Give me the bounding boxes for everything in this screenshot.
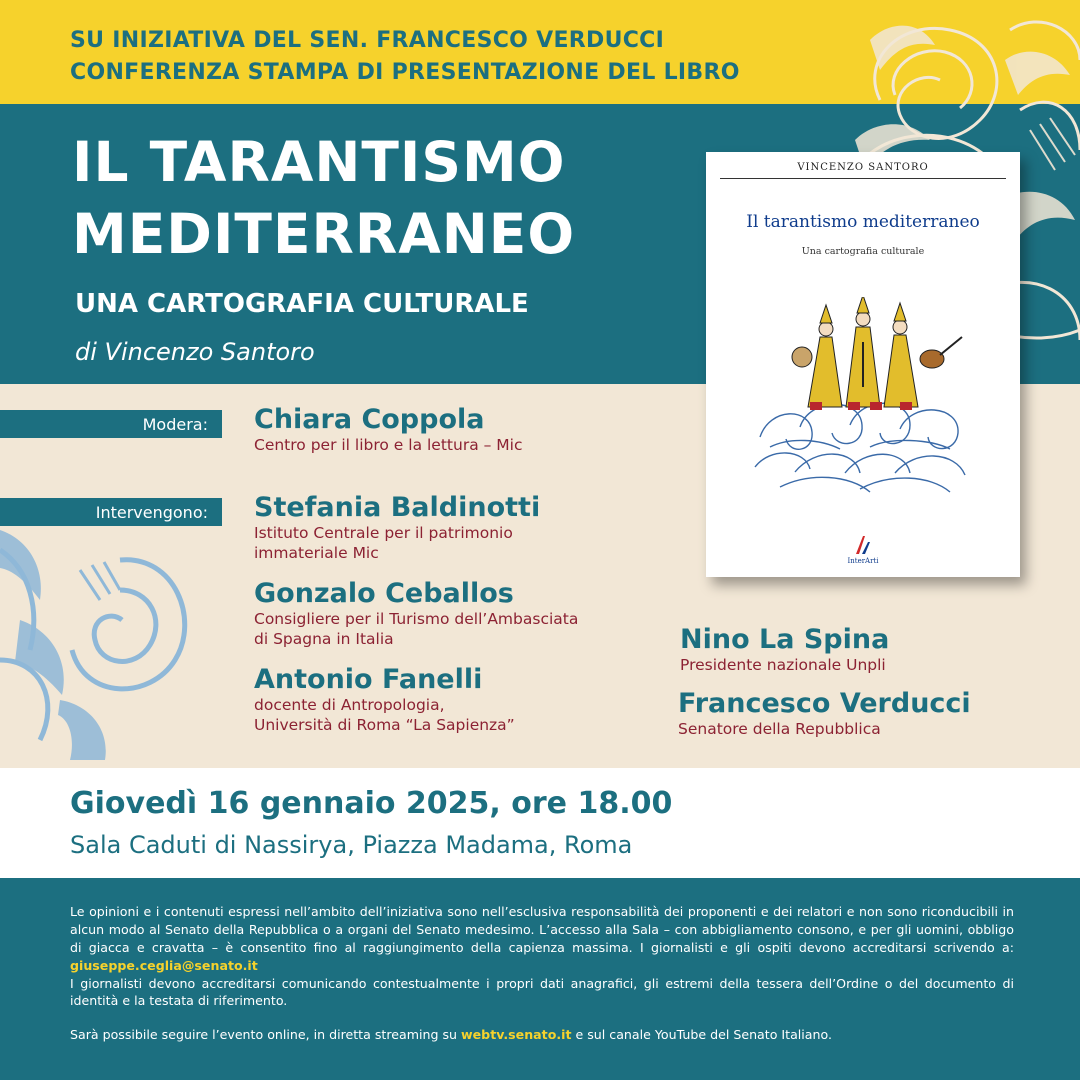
speaker-baldinotti	[254, 492, 540, 563]
speaker-name: Stefania Baldinotti	[254, 492, 541, 523]
moderator-affiliation: Centro per il libro e la lettura – Mic	[254, 436, 523, 455]
moderator	[254, 404, 523, 455]
book-title-line2: MEDITERRANEO	[72, 202, 576, 266]
book-subtitle: UNA CARTOGRAFIA CULTURALE	[75, 289, 529, 319]
event-place: Sala Caduti di Nassirya, Piazza Madama, Roma	[70, 831, 633, 859]
webtv-link[interactable]: webtv.senato.it	[461, 1027, 572, 1043]
publisher-logo-icon	[854, 534, 872, 556]
speaker-affiliation: docente di Antropologia, Università di Roma “La Sapienza”	[254, 696, 515, 735]
speaker-affiliation: Consigliere per il Turismo dell’Ambasciata di Spagna in Italia	[254, 610, 579, 649]
speaker-name: Gonzalo Ceballos	[254, 578, 514, 609]
disclaimer-paragraph	[70, 903, 1014, 975]
streaming-prefix: Sarà possibile seguire l’evento online, in diretta streaming su	[70, 1027, 461, 1043]
cover-subtitle: Una cartografia culturale	[801, 246, 925, 257]
book-cover	[706, 152, 1020, 577]
book-title-line1: IL TARANTISMO	[72, 130, 566, 194]
moderator-label: Modera:	[0, 410, 222, 438]
cover-illustration	[750, 297, 976, 497]
event-date: Giovedì 16 gennaio 2025, ore 18.00	[70, 786, 673, 821]
moderator-name: Chiara Coppola	[254, 404, 485, 435]
book-author: di Vincenzo Santoro	[75, 338, 315, 366]
cover-title: Il tarantismo mediterraneo	[746, 212, 980, 232]
speaker-ceballos	[254, 578, 578, 649]
speaker-fanelli	[254, 664, 515, 735]
streaming-suffix: e sul canale YouTube del Senato Italiano.	[571, 1027, 832, 1043]
speaker-verducci	[678, 688, 971, 739]
streaming-paragraph	[70, 1026, 1014, 1044]
cover-divider	[720, 178, 1006, 179]
disclaimer-text: Le opinioni e i contenuti espressi nell’ambito dell’iniziativa sono nell’esclusiva responsabilità dei proponenti e dei relatori e non sono riconducibili in alcun modo al Senato della Repubblica o a organi del Senato medesimo. L’accesso alla Sala – con abbigliamento consono, e per gli uomini, obbligo di giacca e cravatta – è consentito fino al raggiungimento della capienza massima. I giornalisti e gli ospiti devono accreditarsi scrivendo a:	[70, 904, 1014, 955]
speaker-name: Nino La Spina	[680, 624, 890, 655]
speaker-name: Antonio Fanelli	[254, 664, 483, 695]
accreditation-email-link[interactable]: giuseppe.ceglia@senato.it	[70, 957, 258, 973]
event-band	[0, 768, 1080, 878]
cover-author: VINCENZO SANTORO	[797, 162, 929, 173]
cover-publisher: InterArti	[847, 557, 879, 565]
shell-decoration-left	[0, 510, 200, 760]
footer-disclaimer	[70, 903, 1014, 1044]
speaker-affiliation: Presidente nazionale Unpli	[680, 656, 886, 675]
speaker-la-spina	[680, 624, 889, 675]
speakers-label: Intervengono:	[0, 498, 222, 526]
accreditation-paragraph: I giornalisti devono accreditarsi comunicando contestualmente i propri dati anagrafici, gli estremi della tessera dell’Ordine o del documento di identità e la testata di riferimento.	[70, 975, 1014, 1009]
speaker-affiliation: Senatore della Repubblica	[678, 720, 881, 739]
header-initiative: SU INIZIATIVA DEL SEN. FRANCESCO VERDUCCI	[70, 28, 665, 53]
speaker-affiliation: Istituto Centrale per il patrimonio immateriale Mic	[254, 524, 513, 563]
speaker-name: Francesco Verducci	[678, 688, 971, 719]
header-conference: CONFERENZA STAMPA DI PRESENTAZIONE DEL LIBRO	[70, 60, 740, 85]
